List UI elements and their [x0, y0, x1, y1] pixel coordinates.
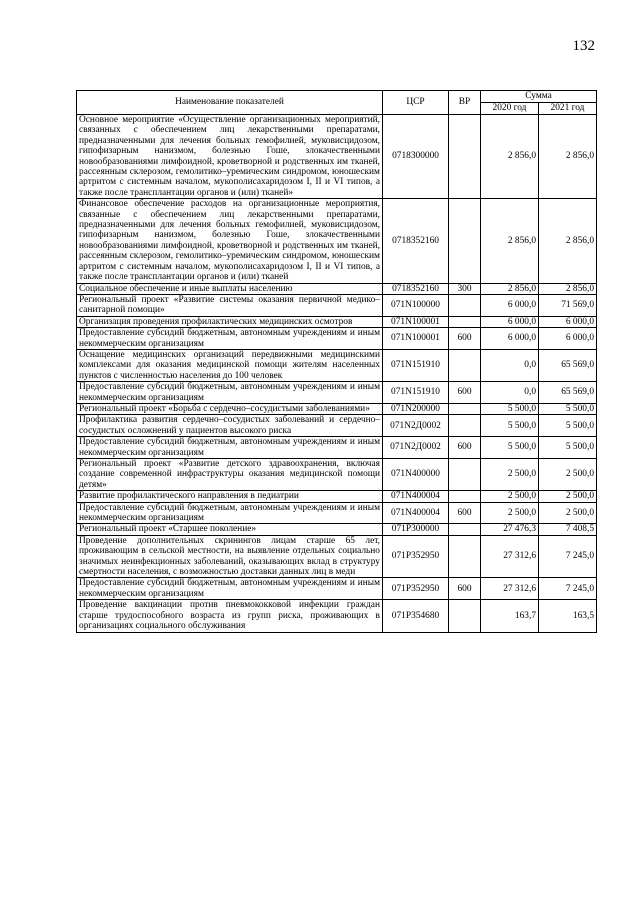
- table-row: [77, 294, 597, 316]
- header-name: Наименование показателей: [77, 91, 383, 115]
- table-row: [77, 600, 597, 632]
- row-sum-2020: 2 856,0: [481, 199, 539, 283]
- row-sum-2020: 5 500,0: [481, 437, 539, 459]
- row-csr: 071N100001: [383, 316, 449, 327]
- table-row: [77, 437, 597, 459]
- row-csr: 071N100001: [383, 328, 449, 350]
- row-sum-2021: 5 500,0: [539, 437, 597, 459]
- row-sum-2021: 7 245,0: [539, 578, 597, 600]
- row-vr: [449, 491, 481, 502]
- row-sum-2020: 6 000,0: [481, 328, 539, 350]
- row-name: Профилактика развития сердечно–сосудистых заболеваний и сердечно–сосудистых осложнений у пациентов высокого риска: [77, 415, 383, 437]
- row-csr: 071N400004: [383, 502, 449, 524]
- row-csr: 071N400004: [383, 491, 449, 502]
- table-row: [77, 316, 597, 327]
- header-year-2021: 2021 год: [539, 103, 597, 115]
- table-row: [77, 115, 597, 199]
- row-sum-2020: 5 500,0: [481, 415, 539, 437]
- row-vr: [449, 403, 481, 414]
- row-name: Предоставление субсидий бюджетным, автономным учреждениям и иным некоммерческим организациям: [77, 328, 383, 350]
- row-sum-2020: 0,0: [481, 382, 539, 404]
- row-sum-2021: 2 500,0: [539, 491, 597, 502]
- row-csr: 071N151910: [383, 349, 449, 381]
- row-csr: 071P352950: [383, 578, 449, 600]
- row-sum-2021: 6 000,0: [539, 316, 597, 327]
- row-name: Предоставление субсидий бюджетным, автономным учреждениям и иным некоммерческим организациям: [77, 382, 383, 404]
- table-row: [77, 524, 597, 535]
- table-row: [77, 578, 597, 600]
- row-name: Предоставление субсидий бюджетным, автономным учреждениям и иным некоммерческим организациям: [77, 437, 383, 459]
- table-body: [77, 115, 597, 633]
- row-name: Развитие профилактического направления в педиатрии: [77, 491, 383, 502]
- row-csr: 071P354680: [383, 600, 449, 632]
- row-vr: [449, 600, 481, 632]
- row-csr: 0718352160: [383, 283, 449, 294]
- row-name: Финансовое обеспечение расходов на организационные мероприятия, связанные с обеспечением лиц лекарственными препаратами, предназначенными для лечения больных гемофилией, муковисцидозом, гипофизарным нанизмом, болезнью Гоше, злокачественными новообразованиями лимфоидной, кроветворной и родственных им тканей, рассеянным склерозом, гемолитико–уремическим синдромом, юношеским артритом с системным началом, мукополисахаридозом I, II и VI типов, а также после трансплантации органов и (или) тканей: [77, 199, 383, 283]
- row-name: Региональный проект «Старшее поколение»: [77, 524, 383, 535]
- row-sum-2020: 5 500,0: [481, 403, 539, 414]
- row-name: Региональный проект «Борьба с сердечно–сосудистыми заболеваниями»: [77, 403, 383, 414]
- row-vr: 600: [449, 328, 481, 350]
- row-name: Основное мероприятие «Осуществление организационных мероприятий, связанных с обеспечением лиц лекарственными препаратами, предназначенными для лечения больных гемофилией, муковисцидозом, гипофизарным нанизмом, болезнью Гоше, злокачественными новообразованиями лимфоидной, кроветворной и родственных им тканей, рассеянным склерозом, гемолитико–уремическим синдромом, юношеским артритом с системным началом, мукополисахаридозом I, II и VI типов, а также после трансплантации органов и (или) тканей»: [77, 115, 383, 199]
- table-header: [77, 91, 597, 115]
- row-sum-2021: 71 569,0: [539, 294, 597, 316]
- row-sum-2020: 163,7: [481, 600, 539, 632]
- row-vr: [449, 524, 481, 535]
- budget-table: [76, 90, 597, 633]
- row-csr: 071N151910: [383, 382, 449, 404]
- row-vr: 600: [449, 502, 481, 524]
- row-vr: 600: [449, 437, 481, 459]
- row-sum-2020: 27 312,6: [481, 578, 539, 600]
- row-sum-2021: 5 500,0: [539, 403, 597, 414]
- row-sum-2021: 2 856,0: [539, 115, 597, 199]
- row-sum-2021: 65 569,0: [539, 382, 597, 404]
- row-sum-2020: 2 856,0: [481, 115, 539, 199]
- row-sum-2020: 6 000,0: [481, 316, 539, 327]
- row-vr: [449, 115, 481, 199]
- row-vr: 300: [449, 283, 481, 294]
- row-name: Региональный проект «Развитие детского здравоохранения, включая создание современной инфраструктуры оказания медицинской помощи детям»: [77, 459, 383, 491]
- table-row: [77, 403, 597, 414]
- row-sum-2020: 27 476,3: [481, 524, 539, 535]
- table-row: [77, 349, 597, 381]
- row-csr: 0718300000: [383, 115, 449, 199]
- row-sum-2020: 2 856,0: [481, 283, 539, 294]
- row-csr: 071N400000: [383, 459, 449, 491]
- row-csr: 071N2Д0002: [383, 415, 449, 437]
- row-sum-2021: 163,5: [539, 600, 597, 632]
- row-sum-2021: 2 500,0: [539, 502, 597, 524]
- row-name: Оснащение медицинских организаций передвижными медицинскими комплексами для оказания медицинской помощи жителям населенных пунктов с численностью населения до 100 человек: [77, 349, 383, 381]
- table-row: [77, 382, 597, 404]
- row-vr: [449, 294, 481, 316]
- row-sum-2021: 7 245,0: [539, 535, 597, 578]
- header-year-2020: 2020 год: [481, 103, 539, 115]
- row-sum-2020: 0,0: [481, 349, 539, 381]
- row-name: Социальное обеспечение и иные выплаты населению: [77, 283, 383, 294]
- table-row: [77, 199, 597, 283]
- row-csr: 071N100000: [383, 294, 449, 316]
- table-row: [77, 328, 597, 350]
- row-sum-2021: 5 500,0: [539, 415, 597, 437]
- table-row: [77, 459, 597, 491]
- row-sum-2020: 2 500,0: [481, 502, 539, 524]
- row-vr: [449, 535, 481, 578]
- table-row: [77, 415, 597, 437]
- row-name: Предоставление субсидий бюджетным, автономным учреждениям и иным некоммерческим организациям: [77, 502, 383, 524]
- row-vr: 600: [449, 382, 481, 404]
- row-vr: 600: [449, 578, 481, 600]
- row-sum-2021: 65 569,0: [539, 349, 597, 381]
- row-name: Региональный проект «Развитие системы оказания первичной медико–санитарной помощи»: [77, 294, 383, 316]
- page-number: 132: [572, 38, 595, 54]
- row-sum-2020: 6 000,0: [481, 294, 539, 316]
- row-sum-2020: 2 500,0: [481, 491, 539, 502]
- row-csr: 0718352160: [383, 199, 449, 283]
- row-vr: [449, 199, 481, 283]
- row-sum-2021: 2 856,0: [539, 199, 597, 283]
- row-sum-2020: 2 500,0: [481, 459, 539, 491]
- header-vr: ВР: [449, 91, 481, 115]
- row-vr: [449, 316, 481, 327]
- row-sum-2021: 2 856,0: [539, 283, 597, 294]
- row-csr: 071P300000: [383, 524, 449, 535]
- row-vr: [449, 459, 481, 491]
- row-name: Проведение вакцинации против пневмококковой инфекции граждан старше трудоспособного возраста из групп риска, проживающих в организациях социального обслуживания: [77, 600, 383, 632]
- row-name: Предоставление субсидий бюджетным, автономным учреждениям и иным некоммерческим организациям: [77, 578, 383, 600]
- row-name: Организация проведения профилактических медицинских осмотров: [77, 316, 383, 327]
- table-row: [77, 283, 597, 294]
- row-sum-2020: 27 312,6: [481, 535, 539, 578]
- table-row: [77, 502, 597, 524]
- row-csr: 071N200000: [383, 403, 449, 414]
- row-sum-2021: 6 000,0: [539, 328, 597, 350]
- row-csr: 071P352950: [383, 535, 449, 578]
- header-csr: ЦСР: [383, 91, 449, 115]
- row-sum-2021: 7 408,5: [539, 524, 597, 535]
- row-csr: 071N2Д0002: [383, 437, 449, 459]
- row-vr: [449, 349, 481, 381]
- header-sum: Сумма: [481, 91, 597, 103]
- table-row: [77, 535, 597, 578]
- table-row: [77, 491, 597, 502]
- row-vr: [449, 415, 481, 437]
- row-sum-2021: 2 500,0: [539, 459, 597, 491]
- row-name: Проведение дополнительных скринингов лицам старше 65 лет, проживающим в сельской местности, на выявление отдельных социально значимых неинфекционных заболеваний, оказывающих вклад в структуру смертности населения, с возможностью доставки данных лиц в меди: [77, 535, 383, 578]
